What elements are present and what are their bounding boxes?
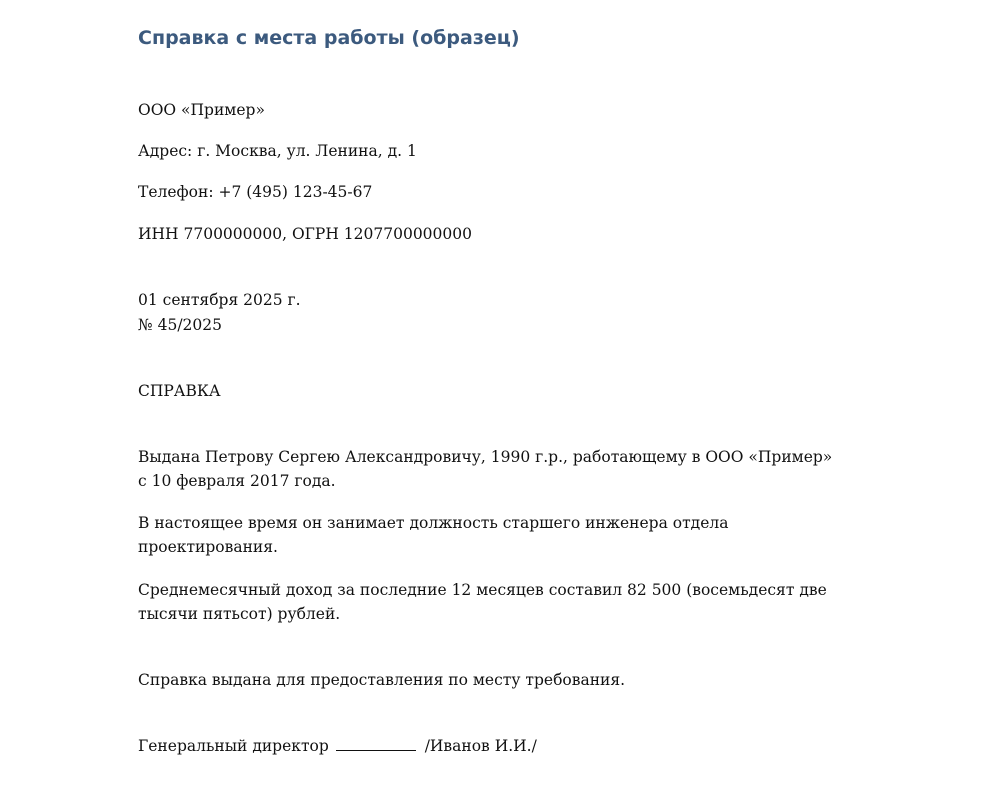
employment-paragraph: Выдана Петрову Сергею Александровичу, 1990 г.р., работающему в ООО «Пример» с 10 февраля 2017 года.: [138, 448, 833, 490]
document-heading: СПРАВКА: [138, 382, 221, 400]
income-paragraph: Среднемесячный доход за последние 12 месяцев составил 82 500 (восемьдесят две тысячи пятьсот) рублей.: [138, 581, 827, 623]
signature-block: [138, 734, 537, 758]
company-phone: Телефон: +7 (495) 123-45-67: [138, 183, 373, 201]
company-ids: ИНН 7700000000, ОГРН 1207700000000: [138, 225, 472, 243]
signer-position: Генеральный директор: [138, 737, 329, 755]
purpose-statement: Справка выдана для предоставления по месту требования.: [138, 671, 626, 689]
company-name: ООО «Пример»: [138, 101, 265, 119]
position-paragraph: В настоящее время он занимает должность старшего инженера отдела проектирования.: [138, 514, 729, 556]
document-number: № 45/2025: [138, 316, 222, 334]
issue-date: 01 сентября 2025 г.: [138, 291, 301, 309]
document-title: Справка с места работы (образец): [138, 27, 520, 49]
signature-line: [336, 736, 416, 751]
signer-name: /Иванов И.И./: [424, 737, 537, 755]
company-address: Адрес: г. Москва, ул. Ленина, д. 1: [138, 142, 417, 160]
